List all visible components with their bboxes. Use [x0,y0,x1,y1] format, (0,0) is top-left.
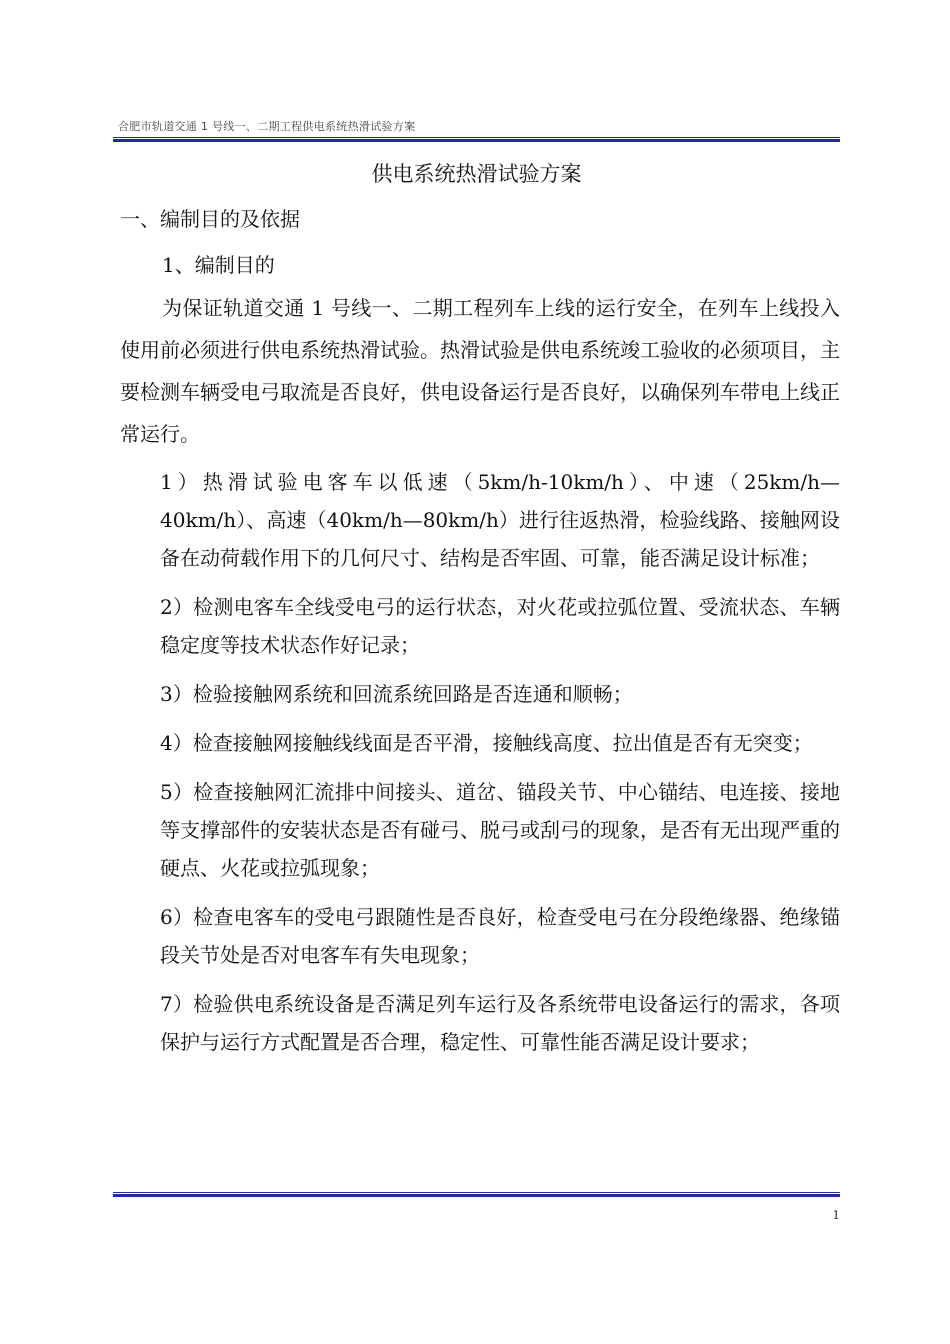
list-item: 6）检查电客车的受电弓跟随性是否良好，检查受电弓在分段绝缘器、绝缘锚段关节处是否对电客车有失电现象； [160,905,840,967]
running-header: 合肥市轨道交通 1 号线一、二期工程供电系统热滑试验方案 [118,120,416,133]
footer-rule [113,1192,840,1197]
header-rule [113,137,840,142]
list-item: 1）热滑试验电客车以低速（5km/h-10km/h）、中速（25km/h—40km/h）、高速（40km/h—80km/h）进行往返热滑，检验线路、接触网设备在动荷载作用下的几何尺寸、结构是否牢固、可靠，能否满足设计标准； [160,470,840,570]
page-number: 1 [832,1208,840,1222]
list-item: 3）检验接触网系统和回流系统回路是否连通和顺畅； [160,682,633,706]
list-item: 5）检查接触网汇流排中间接头、道岔、锚段关节、中心锚结、电连接、接地等支撑部件的安装状态是否有碰弓、脱弓或刮弓的现象，是否有无出现严重的硬点、火花或拉弧现象； [160,780,840,880]
list-item: 2）检测电客车全线受电弓的运行状态，对火花或拉弧位置、受流状态、车辆稳定度等技术状态作好记录； [160,595,840,657]
list-item: 4）检查接触网接触线线面是否平滑，接触线高度、拉出值是否有无突变； [160,731,813,755]
section-heading: 一、编制目的及依据 [120,207,300,231]
document-title: 供电系统热滑试验方案 [371,162,582,186]
requirement-list [160,463,840,1072]
intro-paragraph: 为保证轨道交通 1 号线一、二期工程列车上线的运行安全，在列车上线投入使用前必须进行供电系统热滑试验。热滑试验是供电系统竣工验收的必须项目，主要检测车辆受电弓取流是否良好，供电设备运行是否良好，以确保列车带电上线正常运行。 [120,296,840,446]
list-item: 7）检验供电系统设备是否满足列车运行及各系统带电设备运行的需求，各项保护与运行方式配置是否合理，稳定性、可靠性能否满足设计要求； [160,992,840,1054]
subsection-heading: 1、编制目的 [162,253,275,277]
